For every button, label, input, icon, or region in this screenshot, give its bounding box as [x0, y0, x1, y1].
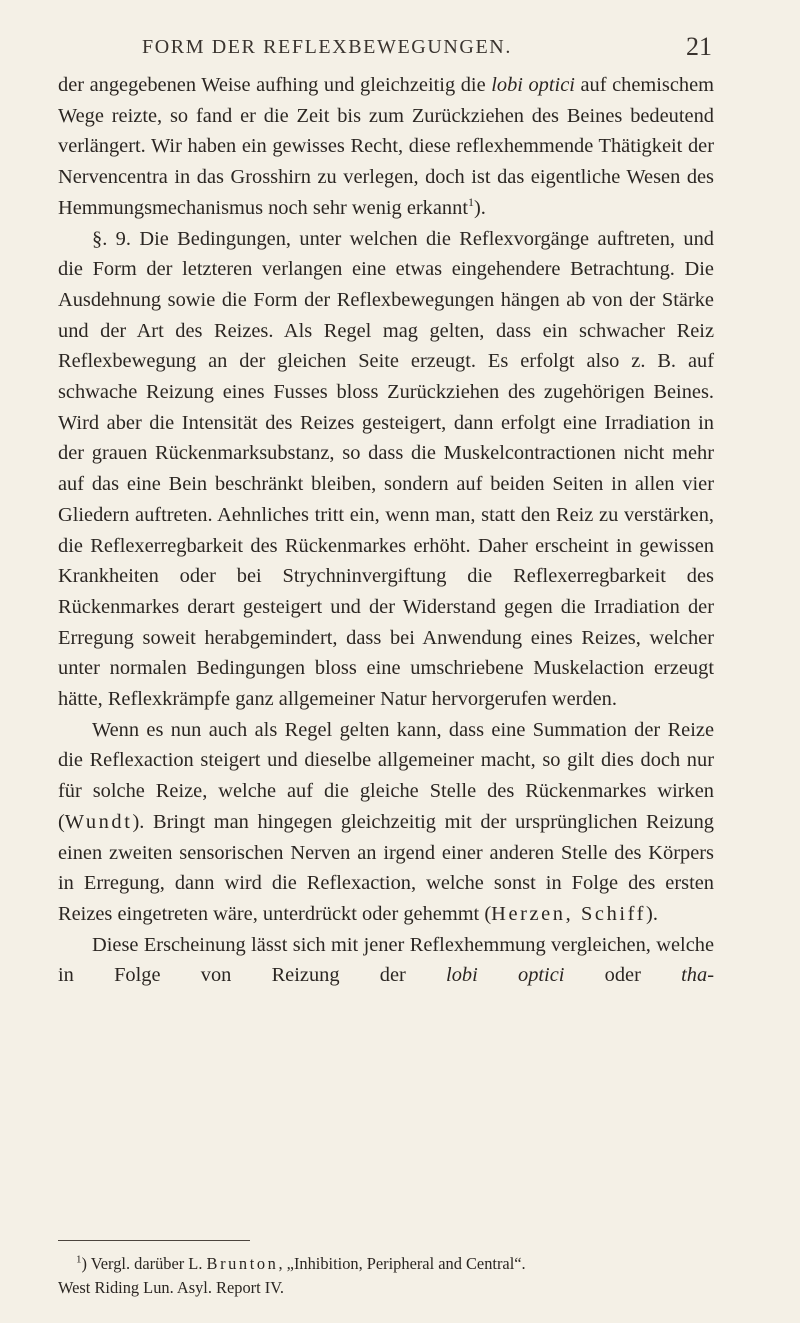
- text-run: auf chemischem Wege reizte, so fand er die Zeit bis zum Zurückziehen des Beines bedeutend verlängert. Wir haben ein gewisses Recht, diese reflexhemmende Thätigkeit der Nervencentra in das Grosshirn zu verlegen, doch ist das eigentliche Wesen des Hemmungsmechanismus noch sehr wenig erkannt: [58, 74, 714, 219]
- text-run: Diese Erscheinung lässt sich mit jener Reflexhemmung vergleichen, welche in Folge von Reizung der: [58, 933, 714, 987]
- italic-term: lobi optici: [446, 964, 565, 987]
- italic-term: lobi optici: [491, 74, 575, 96]
- footnote-1-line-2: West Riding Lun. Asyl. Report IV.: [58, 1278, 285, 1297]
- footnote-divider: [58, 1240, 250, 1241]
- text-run: ).: [646, 902, 658, 925]
- footnote-reference: 1: [467, 195, 474, 210]
- running-title: FORM DER REFLEXBEWEGUNGEN.: [142, 36, 512, 58]
- text-run: Wenn es nun auch als Regel gelten kann, dass eine Summation der Reize die Reflexaction steigert und dieselbe allgemeiner macht, so gilt dies doch nur für solche Reize, welche auf die gleiche Stelle des Rückenmarkes wirken (: [58, 718, 714, 833]
- paragraph-section-9: §. 9. Die Bedingungen, unter welchen die Reflexvorgänge auftreten, und die Form der letzteren verlangen eine etwas eingehendere Betrachtung. Die Ausdehnung sowie die Form der Reflexbewegungen hängen ab von der Stärke und der Art des Reizes. Als Regel mag gelten, dass ein schwacher Reiz Reflexbewegung an der gleichen Seite erzeugt. Es erfolgt also z. B. auf schwache Reizung eines Fusses bloss Zurückziehen des zugehörigen Beines. Wird aber die Intensität des Reizes gesteigert, dann erfolgt eine Irradiation in der grauen Rückenmarksubstanz, so dass die Muskelcontractionen nicht mehr auf das eine Bein beschränkt bleiben, sondern auf beiden Seiten in allen vier Gliedern auftreten. Aehnliches tritt ein, wenn man, statt den Reiz zu verstärken, die Reflexerregbarkeit des Rückenmarkes erhöht. Daher erscheint in gewissen Krankheiten oder bei Strychninvergiftung die Reflexerregbarkeit des Rückenmarkes derart gesteigert und der Widerstand gegen die Irradiation der Erregung soweit herabgemindert, dass bei Anwendung eines Reizes, welcher unter normalen Bedingungen bloss eine umschriebene Muskelaction erzeugt hätte, Reflexkrämpfe ganz allgemeiner Natur hervorgerufen werden.: [58, 227, 714, 711]
- paragraph-summation: [58, 715, 714, 930]
- text-run: der angegebenen Weise aufhing und gleichzeitig die: [58, 74, 492, 96]
- page-header: [142, 32, 712, 66]
- text-run: ). Bringt man hingegen gleichzeitig mit der ursprünglichen Reizung einen zweiten sensorischen Nerven an irgend einer anderen Stelle des Körpers in Erregung, dann wird die Reflexaction, welche sonst in Folge des ersten Reizes eingetreten wäre, unterdrückt oder gehemmt (: [58, 810, 714, 925]
- author-name: Wundt: [64, 810, 133, 833]
- text-run: , „Inhibition, Peripheral and Central“.: [278, 1254, 526, 1273]
- footnotes: [58, 1252, 714, 1300]
- author-name: Herzen, Schiff: [491, 902, 647, 925]
- footnote-mark: 1: [76, 1253, 82, 1266]
- paragraph-continuation: [58, 70, 714, 224]
- text-run: ).: [473, 196, 486, 219]
- author-name: Brunton: [206, 1254, 279, 1273]
- body-text: [58, 70, 714, 991]
- italic-term: tha-: [681, 964, 714, 987]
- footnote-1: [58, 1252, 714, 1276]
- text-run: oder: [564, 964, 682, 987]
- text-run: ) Vergl. darüber L.: [81, 1254, 207, 1273]
- paragraph-reflex-inhibition: [58, 930, 714, 991]
- page-number: 21: [686, 32, 712, 61]
